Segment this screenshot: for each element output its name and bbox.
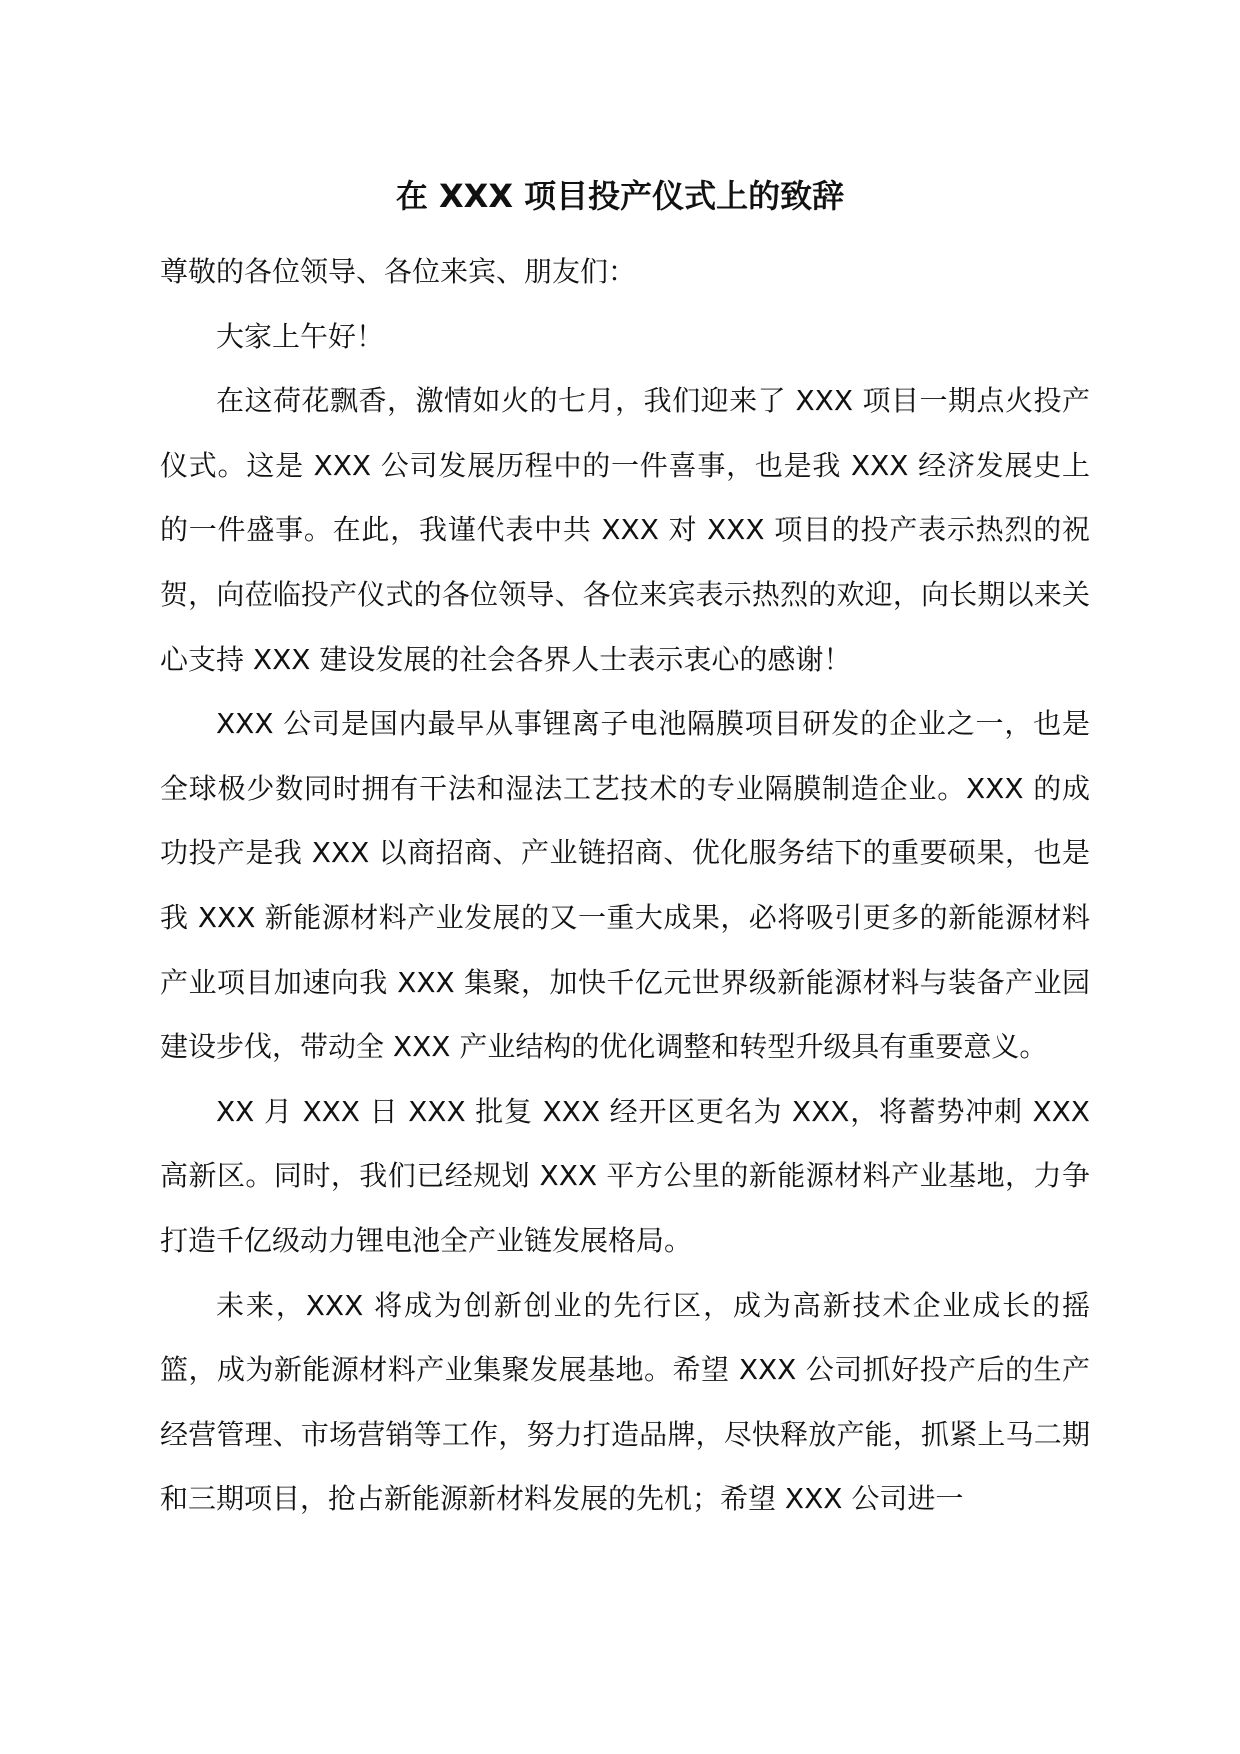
paragraph-development-zone: XX 月 XXX 日 XXX 批复 XXX 经开区更名为 XXX，将蓄势冲刺 XXX 高新区。同时，我们已经规划 XXX 平方公里的新能源材料产业基地，力争打造千亿级动力锂电池全产业链发展格局。 [160, 1094, 1090, 1257]
paragraph-opening: 在这荷花飘香，激情如火的七月，我们迎来了 XXX 项目一期点火投产仪式。这是 XXX 公司发展历程中的一件喜事，也是我 XXX 经济发展史上的一件盛事。在此，我谨代表中共 XXX 对 XXX 项目的投产表示热烈的祝贺，向莅临投产仪式的各位领导、各位来宾表示热烈的欢迎，向长期以来关心支持 XXX 建设发展的社会各界人士表示衷心的感谢！ [160, 384, 1090, 676]
paragraph-greeting: 大家上午好！ [216, 319, 385, 353]
salutation: 尊敬的各位领导、各位来宾、朋友们： [160, 255, 637, 288]
document-title: 在 XXX 项目投产仪式上的致辞 [395, 177, 845, 215]
document-body [160, 240, 1090, 1532]
paragraph-future-outlook: 未来，XXX 将成为创新创业的先行区，成为高新技术企业成长的摇篮，成为新能源材料产业集聚发展基地。希望 XXX 公司抓好投产后的生产经营管理、市场营销等工作，努力打造品牌，尽快释放产能，抓紧上马二期和三期项目，抢占新能源新材料发展的先机；希望 XXX 公司进一 [160, 1288, 1090, 1516]
paragraph-company-intro: XXX 公司是国内最早从事锂离子电池隔膜项目研发的企业之一，也是全球极少数同时拥有干法和湿法工艺技术的专业隔膜制造企业。XXX 的成功投产是我 XXX 以商招商、产业链招商、优化服务结下的重要硕果，也是我 XXX 新能源材料产业发展的又一重大成果，必将吸引更多的新能源材料产业项目加速向我 XXX 集聚，加快千亿元世界级新能源材料与装备产业园建设步伐，带动全 XXX 产业结构的优化调整和转型升级具有重要意义。 [160, 707, 1090, 1064]
